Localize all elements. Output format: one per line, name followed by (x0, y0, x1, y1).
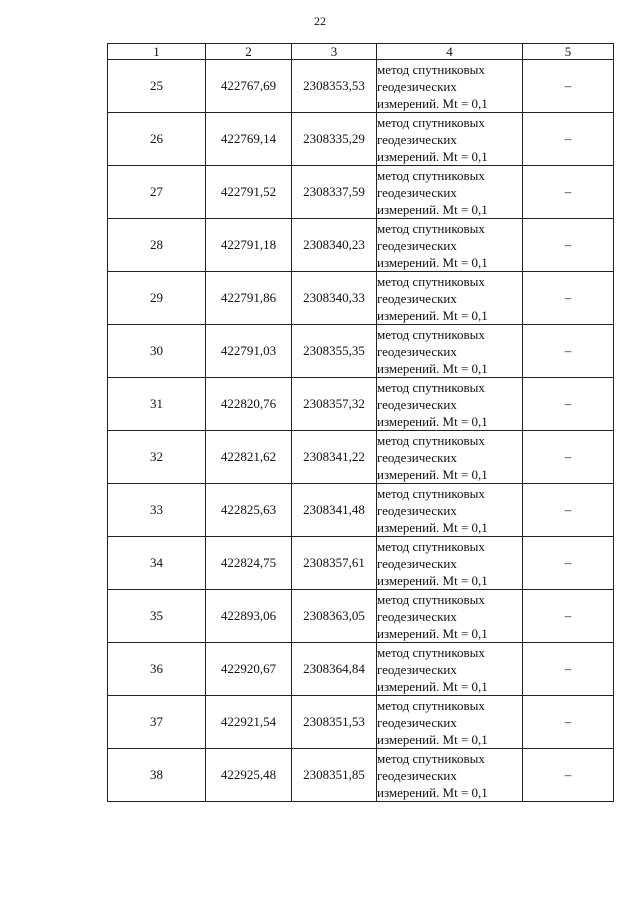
method-cell (377, 272, 523, 325)
table-header-row (108, 44, 614, 60)
column-header-3: 3 (292, 44, 377, 60)
coordinate-x: 422893,06 (206, 590, 292, 643)
method-line: геодезических (377, 502, 457, 518)
method-cell (377, 113, 523, 166)
method-line: измерений. Mt = 0,1 (377, 572, 488, 588)
method-line: метод спутниковых (377, 114, 485, 130)
table-row (108, 166, 614, 219)
table-row (108, 749, 614, 802)
method-cell (377, 219, 523, 272)
table-row (108, 325, 614, 378)
note-dash: – (523, 60, 614, 113)
column-header-1: 1 (108, 44, 206, 60)
coordinate-y: 2308351,85 (292, 749, 377, 802)
method-cell (377, 643, 523, 696)
coordinate-x: 422921,54 (206, 696, 292, 749)
coordinate-y: 2308341,48 (292, 484, 377, 537)
point-number: 36 (108, 643, 206, 696)
method-line: измерений. Mt = 0,1 (377, 413, 488, 429)
method-cell (377, 166, 523, 219)
method-line: измерений. Mt = 0,1 (377, 678, 488, 694)
note-dash: – (523, 537, 614, 590)
coordinate-y: 2308337,59 (292, 166, 377, 219)
coordinate-x: 422791,86 (206, 272, 292, 325)
note-dash: – (523, 219, 614, 272)
method-line: геодезических (377, 449, 457, 465)
note-dash: – (523, 166, 614, 219)
note-dash: – (523, 325, 614, 378)
table-row (108, 272, 614, 325)
method-line: измерений. Mt = 0,1 (377, 625, 488, 641)
method-line: измерений. Mt = 0,1 (377, 466, 488, 482)
coordinate-y: 2308363,05 (292, 590, 377, 643)
method-line: метод спутниковых (377, 379, 485, 395)
method-line: геодезических (377, 767, 457, 783)
coordinate-y: 2308340,23 (292, 219, 377, 272)
method-line: измерений. Mt = 0,1 (377, 254, 488, 270)
method-line: геодезических (377, 714, 457, 730)
table-row (108, 113, 614, 166)
coordinate-x: 422925,48 (206, 749, 292, 802)
method-line: геодезических (377, 131, 457, 147)
method-cell (377, 431, 523, 484)
method-line: метод спутниковых (377, 273, 485, 289)
note-dash: – (523, 643, 614, 696)
coordinate-x: 422791,03 (206, 325, 292, 378)
method-line: геодезических (377, 290, 457, 306)
page-number: 22 (314, 14, 326, 28)
coordinate-y: 2308351,53 (292, 696, 377, 749)
coordinate-x: 422920,67 (206, 643, 292, 696)
table-row (108, 431, 614, 484)
table-row (108, 484, 614, 537)
table-row (108, 60, 614, 113)
coordinate-y: 2308355,35 (292, 325, 377, 378)
table-row (108, 643, 614, 696)
note-dash: – (523, 272, 614, 325)
column-header-2: 2 (206, 44, 292, 60)
coordinate-y: 2308357,32 (292, 378, 377, 431)
method-line: метод спутниковых (377, 697, 485, 713)
method-line: геодезических (377, 237, 457, 253)
coordinates-table (107, 43, 614, 802)
note-dash: – (523, 749, 614, 802)
method-cell (377, 378, 523, 431)
method-line: геодезических (377, 78, 457, 94)
method-line: геодезических (377, 555, 457, 571)
method-cell (377, 749, 523, 802)
method-line: метод спутниковых (377, 167, 485, 183)
point-number: 29 (108, 272, 206, 325)
table-row (108, 696, 614, 749)
column-header-5: 5 (523, 44, 614, 60)
method-line: измерений. Mt = 0,1 (377, 95, 488, 111)
point-number: 33 (108, 484, 206, 537)
method-line: геодезических (377, 343, 457, 359)
table-row (108, 537, 614, 590)
method-line: измерений. Mt = 0,1 (377, 148, 488, 164)
method-line: измерений. Mt = 0,1 (377, 307, 488, 323)
note-dash: – (523, 590, 614, 643)
note-dash: – (523, 696, 614, 749)
method-cell (377, 325, 523, 378)
coordinate-x: 422791,52 (206, 166, 292, 219)
coordinate-y: 2308340,33 (292, 272, 377, 325)
coordinate-x: 422767,69 (206, 60, 292, 113)
point-number: 26 (108, 113, 206, 166)
note-dash: – (523, 484, 614, 537)
method-line: геодезических (377, 661, 457, 677)
method-line: измерений. Mt = 0,1 (377, 784, 488, 800)
coordinate-y: 2308335,29 (292, 113, 377, 166)
coordinate-x: 422791,18 (206, 219, 292, 272)
coordinate-y: 2308353,53 (292, 60, 377, 113)
coordinate-y: 2308357,61 (292, 537, 377, 590)
column-header-4: 4 (377, 44, 523, 60)
point-number: 34 (108, 537, 206, 590)
coordinate-y: 2308341,22 (292, 431, 377, 484)
method-line: метод спутниковых (377, 432, 485, 448)
method-line: измерений. Mt = 0,1 (377, 201, 488, 217)
point-number: 30 (108, 325, 206, 378)
method-line: метод спутниковых (377, 591, 485, 607)
note-dash: – (523, 113, 614, 166)
method-cell (377, 590, 523, 643)
point-number: 37 (108, 696, 206, 749)
point-number: 32 (108, 431, 206, 484)
coordinate-x: 422820,76 (206, 378, 292, 431)
method-line: геодезических (377, 184, 457, 200)
point-number: 38 (108, 749, 206, 802)
table-body (108, 60, 614, 802)
method-line: измерений. Mt = 0,1 (377, 519, 488, 535)
method-line: метод спутниковых (377, 538, 485, 554)
coordinate-y: 2308364,84 (292, 643, 377, 696)
method-line: метод спутниковых (377, 326, 485, 342)
method-line: измерений. Mt = 0,1 (377, 360, 488, 376)
method-cell (377, 696, 523, 749)
method-line: метод спутниковых (377, 485, 485, 501)
method-cell (377, 60, 523, 113)
point-number: 35 (108, 590, 206, 643)
point-number: 31 (108, 378, 206, 431)
method-line: метод спутниковых (377, 61, 485, 77)
coordinate-x: 422824,75 (206, 537, 292, 590)
note-dash: – (523, 378, 614, 431)
coordinate-x: 422821,62 (206, 431, 292, 484)
coordinate-x: 422769,14 (206, 113, 292, 166)
coordinate-x: 422825,63 (206, 484, 292, 537)
table-row (108, 590, 614, 643)
method-line: метод спутниковых (377, 220, 485, 236)
method-line: метод спутниковых (377, 750, 485, 766)
table-row (108, 219, 614, 272)
note-dash: – (523, 431, 614, 484)
method-line: геодезических (377, 608, 457, 624)
point-number: 27 (108, 166, 206, 219)
point-number: 28 (108, 219, 206, 272)
method-line: измерений. Mt = 0,1 (377, 731, 488, 747)
point-number: 25 (108, 60, 206, 113)
table-row (108, 378, 614, 431)
method-line: метод спутниковых (377, 644, 485, 660)
method-cell (377, 484, 523, 537)
method-line: геодезических (377, 396, 457, 412)
method-cell (377, 537, 523, 590)
